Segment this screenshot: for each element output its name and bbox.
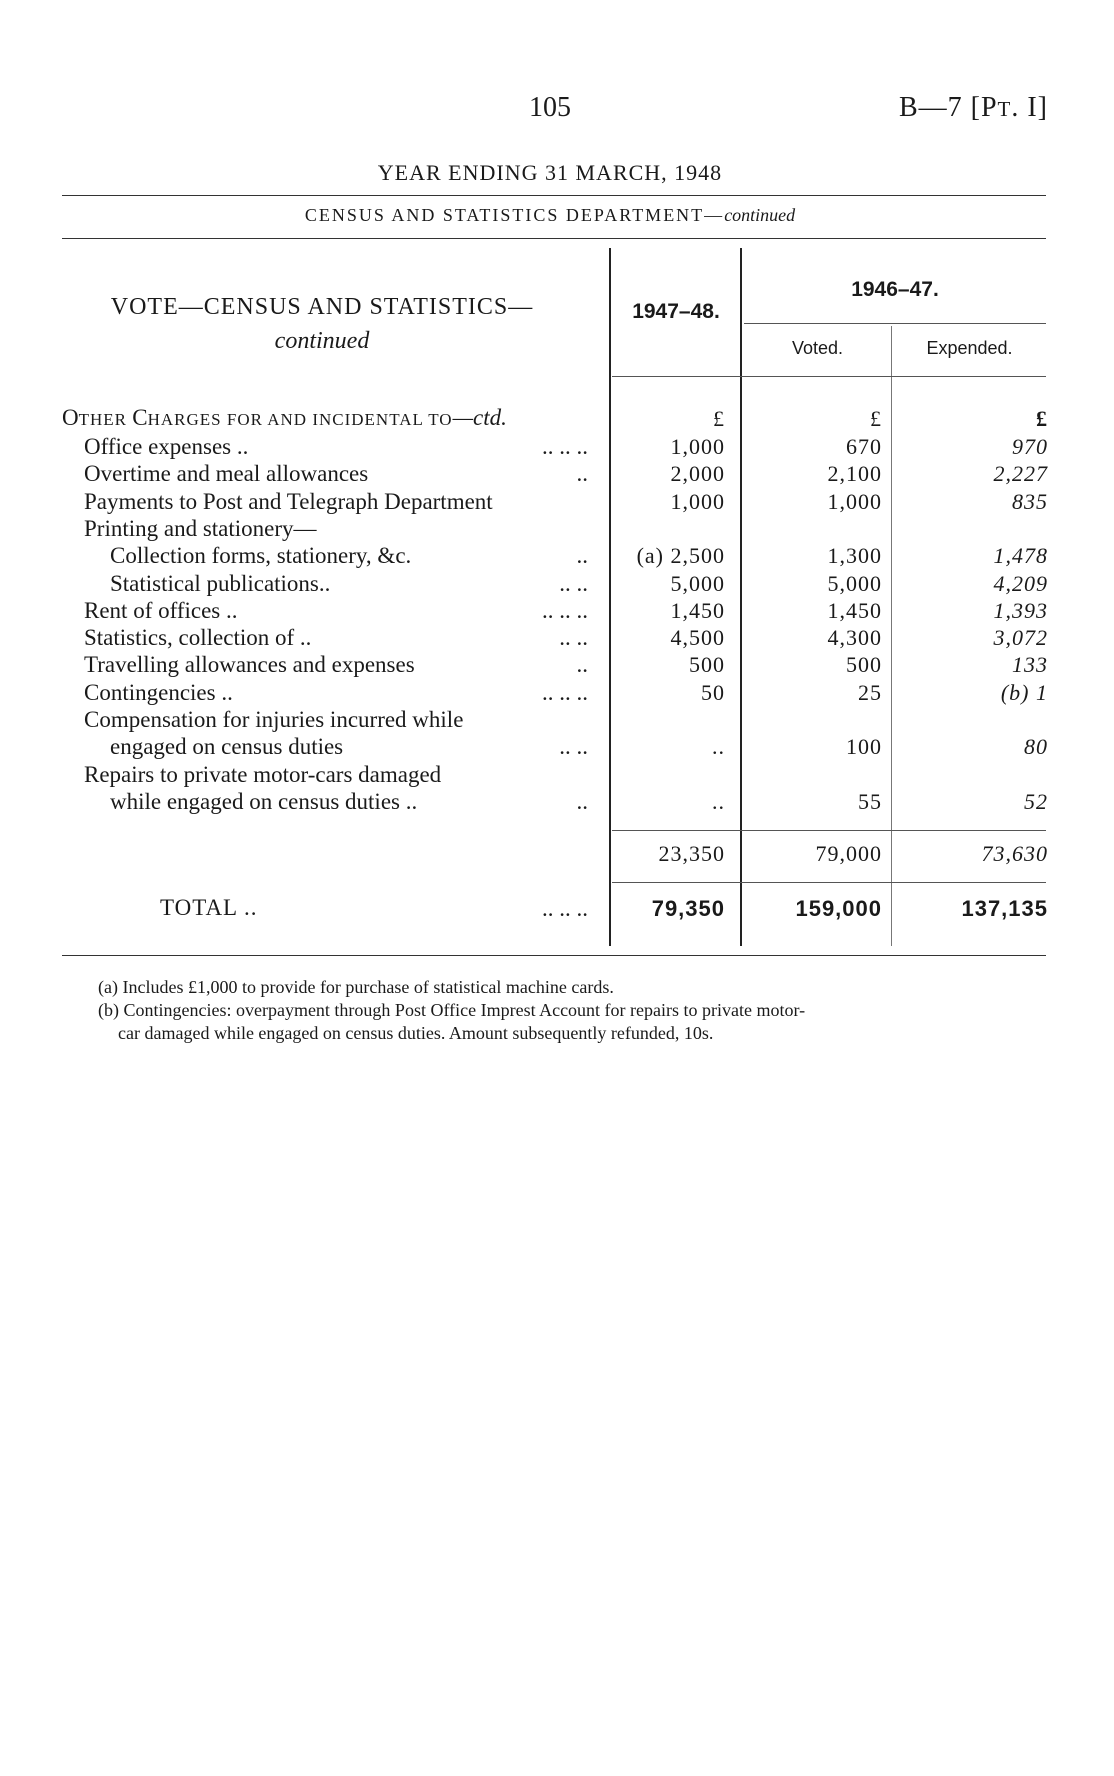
rule-header-bottom (612, 376, 1046, 377)
value-voted: 1,300 (827, 543, 882, 569)
rule-bottom (62, 955, 1046, 956)
value-1947-48: 5,000 (670, 570, 725, 596)
subtotal-expended: 73,630 (981, 841, 1048, 866)
footnote-a: (a) Includes £1,000 to provide for purchase of statistical machine cards. (98, 977, 614, 997)
value-voted: 25 (858, 679, 882, 705)
row-label: Rent of offices .. (84, 597, 238, 623)
column-header-1947-48: 1947–48. (632, 300, 720, 323)
value-voted: 500 (846, 652, 882, 678)
row-leader-dots: .. .. (559, 625, 588, 651)
total-expended: 137,135 (961, 896, 1048, 921)
value-voted: 4,300 (827, 625, 882, 651)
row-leader-dots: .. .. .. (542, 679, 588, 705)
row-label: Overtime and meal allowances (84, 461, 369, 487)
row-label: while engaged on census duties .. (110, 788, 418, 814)
rule-total (612, 882, 1046, 883)
rule-dept (62, 238, 1046, 239)
row-leader-dots: .. (576, 461, 588, 487)
column-header-voted: Voted. (791, 338, 844, 358)
value-voted: 55 (858, 788, 882, 814)
footnote-b: (b) Contingencies: overpayment through Post Office Imprest Account for repairs to private motor- (98, 1000, 806, 1020)
row-label: engaged on census duties (110, 734, 344, 760)
row-label: Collection forms, stationery, &c. (110, 543, 412, 569)
rule-top (62, 195, 1046, 196)
value-expended: 52 (1024, 788, 1048, 814)
total-voted: 159,000 (795, 896, 882, 921)
vote-title: VOTE—CENSUS AND STATISTICS— continued (110, 294, 534, 354)
row-label: Office expenses .. (84, 434, 249, 459)
column-header-1946-47: 1946–47. (851, 278, 939, 301)
value-expended: 2,227 (993, 461, 1048, 487)
row-label: Compensation for injuries incurred while (84, 707, 464, 732)
rule-subtotal (612, 830, 1046, 831)
row-label: Statistics, collection of .. (84, 625, 312, 651)
value-1947-48: 50 (701, 679, 725, 705)
year-heading: YEAR ENDING 31 MARCH, 1948 (377, 160, 723, 185)
subtotal-1947-48: 23,350 (658, 841, 725, 866)
value-expended: 4,209 (993, 570, 1048, 596)
total-dots: .. .. .. (542, 896, 588, 921)
currency-3: £ (1036, 406, 1048, 431)
value-expended: 970 (1012, 434, 1048, 459)
value-1947-48: 1,450 (670, 597, 725, 623)
value-voted: 1,000 (827, 488, 882, 514)
section-heading: OTHER CHARGES FOR AND INCIDENTAL TO—ctd. (62, 405, 507, 430)
value-expended: 80 (1024, 734, 1048, 760)
page-reference: B—7 [PT. I] (898, 92, 1048, 123)
row-leader-dots: .. (576, 788, 588, 814)
value-expended: 3,072 (993, 625, 1048, 651)
value-1947-48: 1,000 (670, 434, 725, 459)
value-voted: 2,100 (827, 461, 882, 487)
value-1947-48: 4,500 (670, 625, 725, 651)
value-voted: 5,000 (827, 570, 882, 596)
value-voted: 670 (846, 434, 882, 459)
row-label: Repairs to private motor-cars damaged (84, 761, 442, 787)
currency-2: £ (870, 406, 882, 431)
row-leader-dots: .. .. .. (542, 597, 588, 623)
department-heading: CENSUS AND STATISTICS DEPARTMENT—continued (304, 205, 796, 225)
column-header-expended: Expended. (926, 338, 1013, 358)
row-leader-dots: .. (576, 543, 588, 569)
rule-subheader (744, 323, 1046, 324)
row-leader-dots: .. .. (559, 734, 588, 760)
value-voted: 1,450 (827, 597, 882, 623)
value-expended: 1,478 (993, 543, 1048, 569)
value-1947-48: .. (712, 734, 725, 760)
value-1947-48: 2,000 (670, 461, 725, 487)
value-expended: 133 (1012, 652, 1048, 678)
currency-1: £ (713, 406, 725, 431)
value-voted: 100 (846, 734, 882, 760)
value-expended: 1,393 (993, 597, 1048, 623)
value-1947-48: (a) 2,500 (636, 543, 725, 569)
column-rule-2 (740, 248, 742, 946)
value-expended: 835 (1012, 488, 1048, 514)
column-rule-3 (891, 326, 892, 946)
column-rule-1 (609, 248, 611, 946)
subtotal-voted: 79,000 (815, 841, 882, 866)
row-label: Contingencies .. (84, 679, 233, 705)
page-number: 105 (529, 92, 571, 123)
row-label: Travelling allowances and expenses (84, 652, 415, 678)
total-1947-48: 79,350 (651, 896, 725, 921)
value-1947-48: .. (712, 788, 725, 814)
value-expended: (b) 1 (1000, 679, 1048, 705)
row-label: Statistical publications.. (110, 570, 331, 596)
value-1947-48: 1,000 (670, 488, 725, 514)
row-leader-dots: .. (576, 652, 588, 678)
total-label: TOTAL .. (160, 895, 258, 920)
row-leader-dots: .. .. (559, 570, 588, 596)
row-label: Payments to Post and Telegraph Department (84, 488, 493, 514)
footnote-b-continued: car damaged while engaged on census duties. Amount subsequently refunded, 10s. (118, 1023, 714, 1043)
row-leader-dots: .. .. .. (542, 434, 588, 459)
row-label: Printing and stationery— (84, 515, 317, 541)
value-1947-48: 500 (689, 652, 725, 678)
